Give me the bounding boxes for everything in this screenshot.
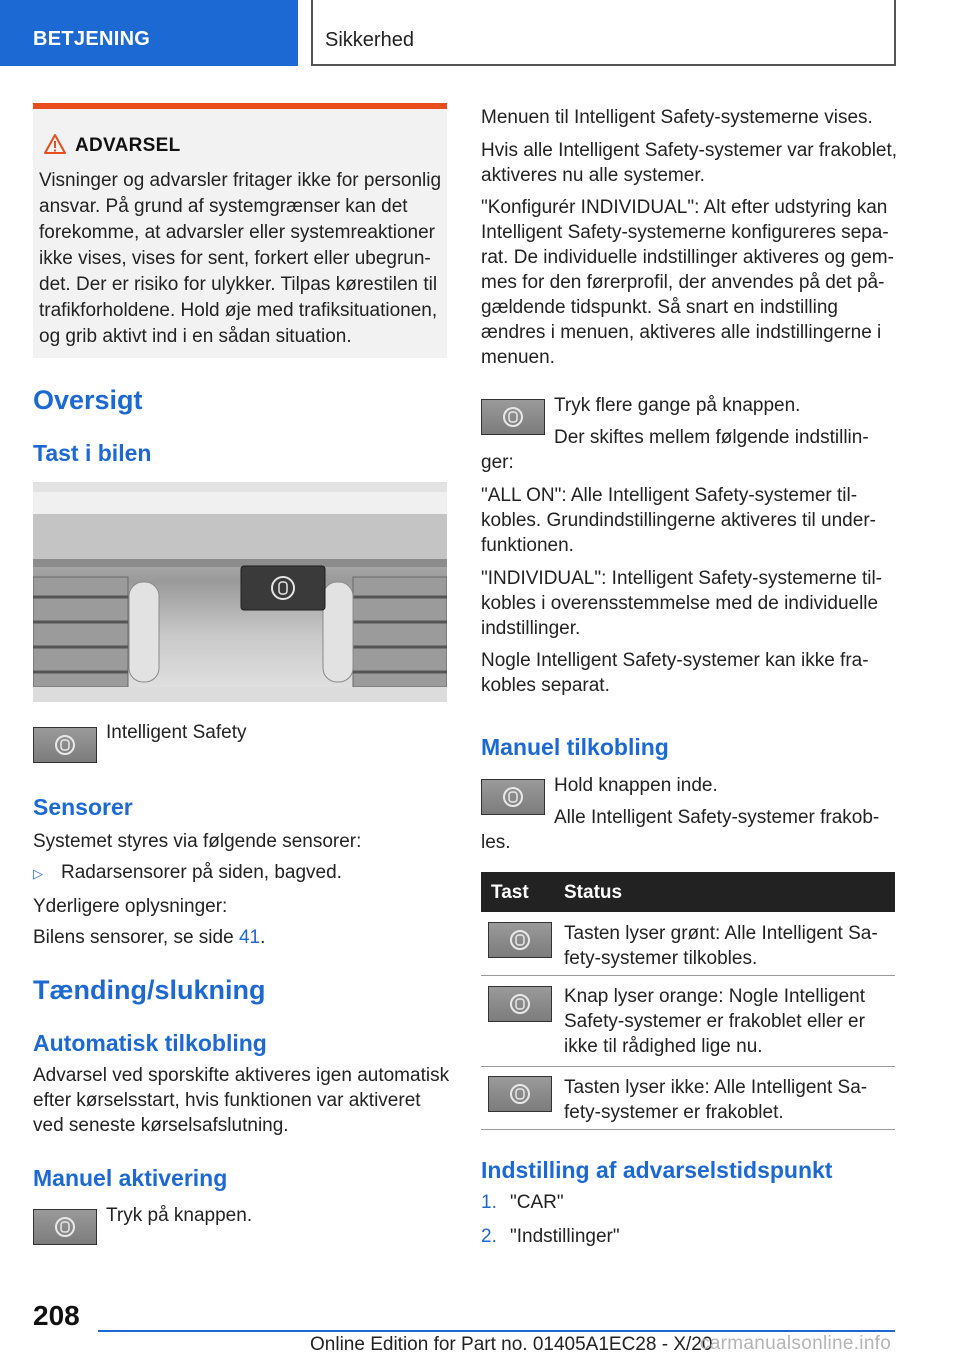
warning-triangle-icon xyxy=(44,133,66,155)
intelligent-safety-button-icon xyxy=(33,727,97,763)
table-row xyxy=(481,1067,895,1130)
heading-manuel-aktivering: Manuel aktivering xyxy=(33,1165,228,1191)
skiftes-text-2: ger: xyxy=(481,452,514,473)
sensor-reference: Bilens sensorer, se side 41. xyxy=(33,927,266,948)
sensor-bullet-item: ▷ Radarsensorer på siden, bagved. xyxy=(33,862,342,883)
heading-indstilling-advarselstidspunkt: Indstilling af advarselstidspunkt xyxy=(481,1157,833,1183)
press-repeatedly-button-icon xyxy=(481,399,545,435)
warning-text: Visninger og advarsler fritager ikke for personlig ansvar. På grund af systemgrænser kan det forekomme, at advarsler eller systemreaktioner ikke vises, vises for sent, forkert eller ubegrun- det. Der er risiko for ulykker. Tilpas kørestilen til trafikforholdene. Hold øje med trafiksituationen, og grib aktivt ind i en sådan situation. xyxy=(39,170,442,347)
footer-edition: Online Edition for Part no. 01405A1EC28 - X/20 xyxy=(310,1334,713,1355)
table-row xyxy=(481,912,895,976)
alle-frakobles-text-2: les. xyxy=(481,832,511,853)
car-interior-illustration xyxy=(33,482,447,702)
step-item: 2. "Indstillinger" xyxy=(481,1226,620,1247)
button-off-icon xyxy=(488,1076,552,1112)
heading-taending-slukning: Tænding/slukning xyxy=(33,975,266,1005)
tryk-paa-knappen-text: Tryk på knappen. xyxy=(106,1205,253,1226)
intelligent-safety-label: Intelligent Safety xyxy=(106,722,247,743)
col-tast-header: Tast xyxy=(491,882,529,903)
header-section-label: BETJENING xyxy=(33,28,151,50)
page-number: 208 xyxy=(33,1300,80,1331)
header-chapter-tab xyxy=(311,0,896,66)
step-item: 1. "CAR" xyxy=(481,1192,564,1213)
row-status-text: Tasten lyser ikke: Alle Intelligent Sa- fety-systemer er frakoblet. xyxy=(564,1077,868,1123)
heading-sensorer: Sensorer xyxy=(33,794,133,820)
heading-oversigt: Oversigt xyxy=(33,385,143,415)
skiftes-text-1: Der skiftes mellem følgende indstillin- xyxy=(554,427,869,448)
konfigurer-individual-text: "Konfigurér INDIVIDUAL": Alt efter udstyring kan Intelligent Safety-systemerne konfigureres sepa- rat. De individuelle indstillinger aktiveres og gem- mes for den førerprofil, der anvendes på det på- gældende tidspunkt. Så snart en indstilling ændres i menuen, aktiveres alle indstillingerne i menuen. xyxy=(481,197,894,368)
watermark: carmanualsonline.info xyxy=(700,1333,892,1354)
heading-automatisk-tilkobling: Automatisk tilkobling xyxy=(33,1030,267,1056)
hold-button-icon xyxy=(481,779,545,815)
tryk-flere-gange-text: Tryk flere gange på knappen. xyxy=(554,395,801,416)
automatisk-tilkobling-text: Advarsel ved sporskifte aktiveres igen automatisk efter kørselsstart, hvis funktionen var aktiveret ved seneste kørselsafslutning. xyxy=(33,1065,450,1136)
nogle-systemer-text: Nogle Intelligent Safety-systemer kan ikke fra- kobles separat. xyxy=(481,650,869,696)
table-row xyxy=(481,976,895,1067)
individual-text: "INDIVIDUAL": Intelligent Safety-systemerne til- kobles i overensstemmelse med de individuelle indstillinger. xyxy=(481,568,883,639)
hold-knappen-text: Hold knappen inde. xyxy=(554,775,718,796)
manual-activation-button-icon xyxy=(33,1209,97,1245)
menu-intro-text: Menuen til Intelligent Safety-systemerne vises. Hvis alle Intelligent Safety-systemer var frakoblet, aktiveres nu alle systemer. xyxy=(481,107,898,186)
button-green-icon xyxy=(488,922,552,958)
row-status-text: Knap lyser orange: Nogle Intelligent Safety-systemer er frakoblet eller er ikke til rådighed lige nu. xyxy=(564,986,866,1057)
col-status-header: Status xyxy=(564,882,623,903)
more-info-label: Yderligere oplysninger: xyxy=(33,896,228,917)
car-button-photo xyxy=(33,482,447,702)
warning-box xyxy=(33,103,447,358)
page-link-41[interactable]: 41 xyxy=(238,927,261,948)
header-section-tab xyxy=(0,0,298,66)
row-status-text: Tasten lyser grønt: Alle Intelligent Sa- fety-systemer tilkobles. xyxy=(564,923,878,969)
triangle-bullet-icon: ▷ xyxy=(33,866,43,881)
status-table-header xyxy=(481,872,895,912)
sensorer-text: Systemet styres via følgende sensorer: xyxy=(33,831,362,852)
heading-tast-i-bilen: Tast i bilen xyxy=(33,440,152,466)
heading-manuel-tilkobling: Manuel tilkobling xyxy=(481,734,669,760)
footer-divider xyxy=(98,1330,895,1332)
all-on-text: "ALL ON": Alle Intelligent Safety-systemer til- kobles. Grundindstillingerne aktiveres til under- funktionen. xyxy=(481,485,876,556)
button-orange-icon xyxy=(488,986,552,1022)
header-chapter-label: Sikkerhed xyxy=(325,29,414,51)
warning-title: ADVARSEL xyxy=(75,135,181,156)
alle-frakobles-text-1: Alle Intelligent Safety-systemer frakob- xyxy=(554,807,880,828)
